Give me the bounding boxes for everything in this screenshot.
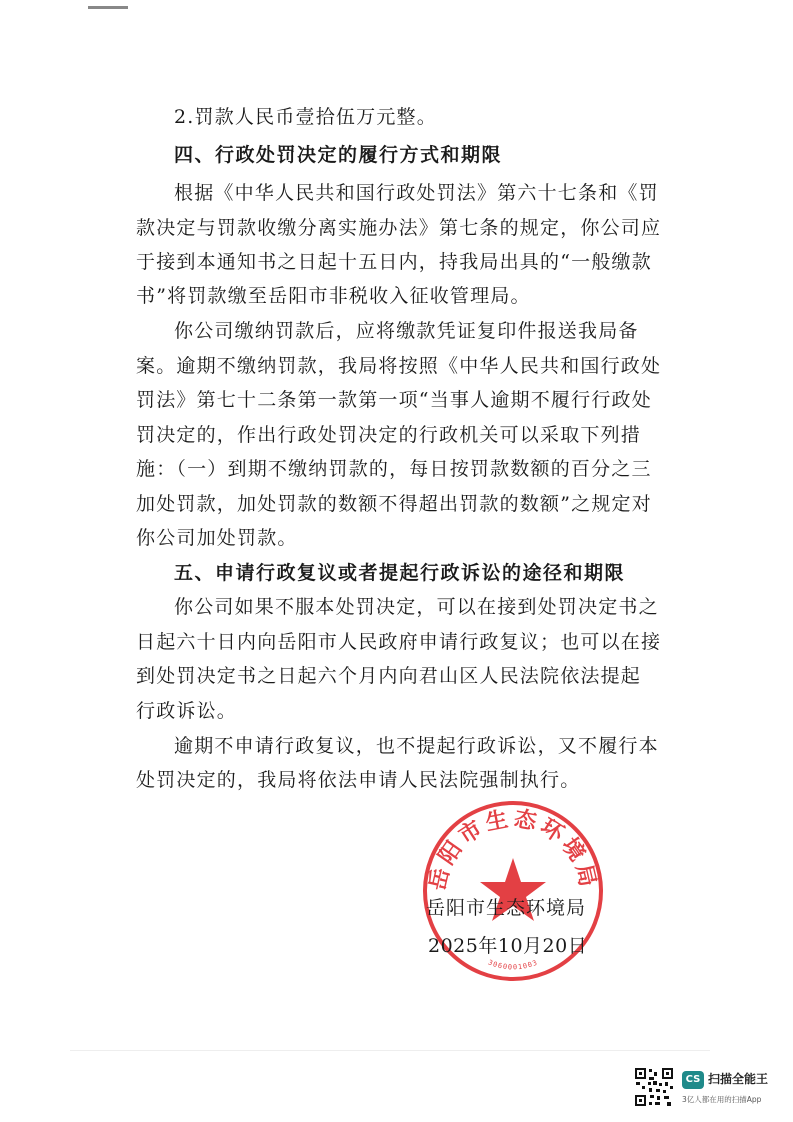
paragraph-line: 逾期不申请行政复议，也不提起行政诉讼，又不履行本	[174, 735, 659, 757]
paragraph-line: 根据《中华人民共和国行政处罚法》第六十七条和《罚	[174, 182, 659, 204]
paragraph-line: 日起六十日内向岳阳市人民政府申请行政复议；也可以在接	[136, 631, 662, 653]
paragraph-line: 案。逾期不缴纳罚款，我局将按照《中华人民共和国行政处	[136, 355, 662, 377]
section-heading-appeal: 五、申请行政复议或者提起行政诉讼的途径和期限	[174, 562, 626, 584]
section-heading-fulfillment: 四、行政处罚决定的履行方式和期限	[174, 144, 503, 166]
paragraph-line: 到处罚决定书之日起六个月内向君山区人民法院依法提起	[136, 665, 642, 687]
paragraph-line: 行政诉讼。	[136, 700, 238, 722]
camscanner-logo-icon: CS	[682, 1071, 704, 1089]
paragraph-line: 处罚决定的，我局将依法申请人民法院强制执行。	[136, 769, 581, 791]
scanner-app-name: 扫描全能王	[708, 1072, 769, 1086]
fine-amount-line: 2.罚款人民币壹拾伍万元整。	[174, 106, 437, 128]
paragraph-line: 书”将罚款缴至岳阳市非税收入征收管理局。	[136, 285, 531, 307]
svg-text:3060001003: 3060001003	[486, 958, 540, 972]
paragraph-line: 你公司缴纳罚款后，应将缴款凭证复印件报送我局备	[174, 320, 639, 342]
scan-edge-mark	[88, 6, 128, 9]
qr-code-icon	[634, 1067, 674, 1107]
paragraph-line: 款决定与罚款收缴分离实施办法》第七条的规定，你公司应	[136, 217, 662, 239]
paragraph-line: 罚法》第七十二条第一款第一项“当事人逾期不履行行政处	[136, 389, 652, 411]
scanner-watermark	[634, 1067, 784, 1111]
signing-organization: 岳阳市生态环境局	[426, 897, 587, 919]
paragraph-line: 罚决定的，作出行政处罚决定的行政机关可以采取下列措	[136, 424, 642, 446]
paragraph-line: 施：（一）到期不缴纳罚款的，每日按罚款数额的百分之三	[136, 458, 652, 480]
svg-text:岳阳市生态环境局: 岳阳市生态环境局	[425, 806, 601, 893]
paragraph-line: 你公司加处罚款。	[136, 527, 298, 549]
signing-date: 2025年10月20日	[428, 935, 588, 957]
paragraph-line: 你公司如果不服本处罚决定，可以在接到处罚决定书之	[174, 596, 659, 618]
footer-divider	[70, 1050, 710, 1051]
paragraph-line: 加处罚款，加处罚款的数额不得超出罚款的数额”之规定对	[136, 493, 652, 515]
paragraph-line: 于接到本通知书之日起十五日内，持我局出具的“一般缴款	[136, 251, 652, 273]
scanner-tagline: 3亿人都在用的扫描App	[682, 1095, 762, 1104]
